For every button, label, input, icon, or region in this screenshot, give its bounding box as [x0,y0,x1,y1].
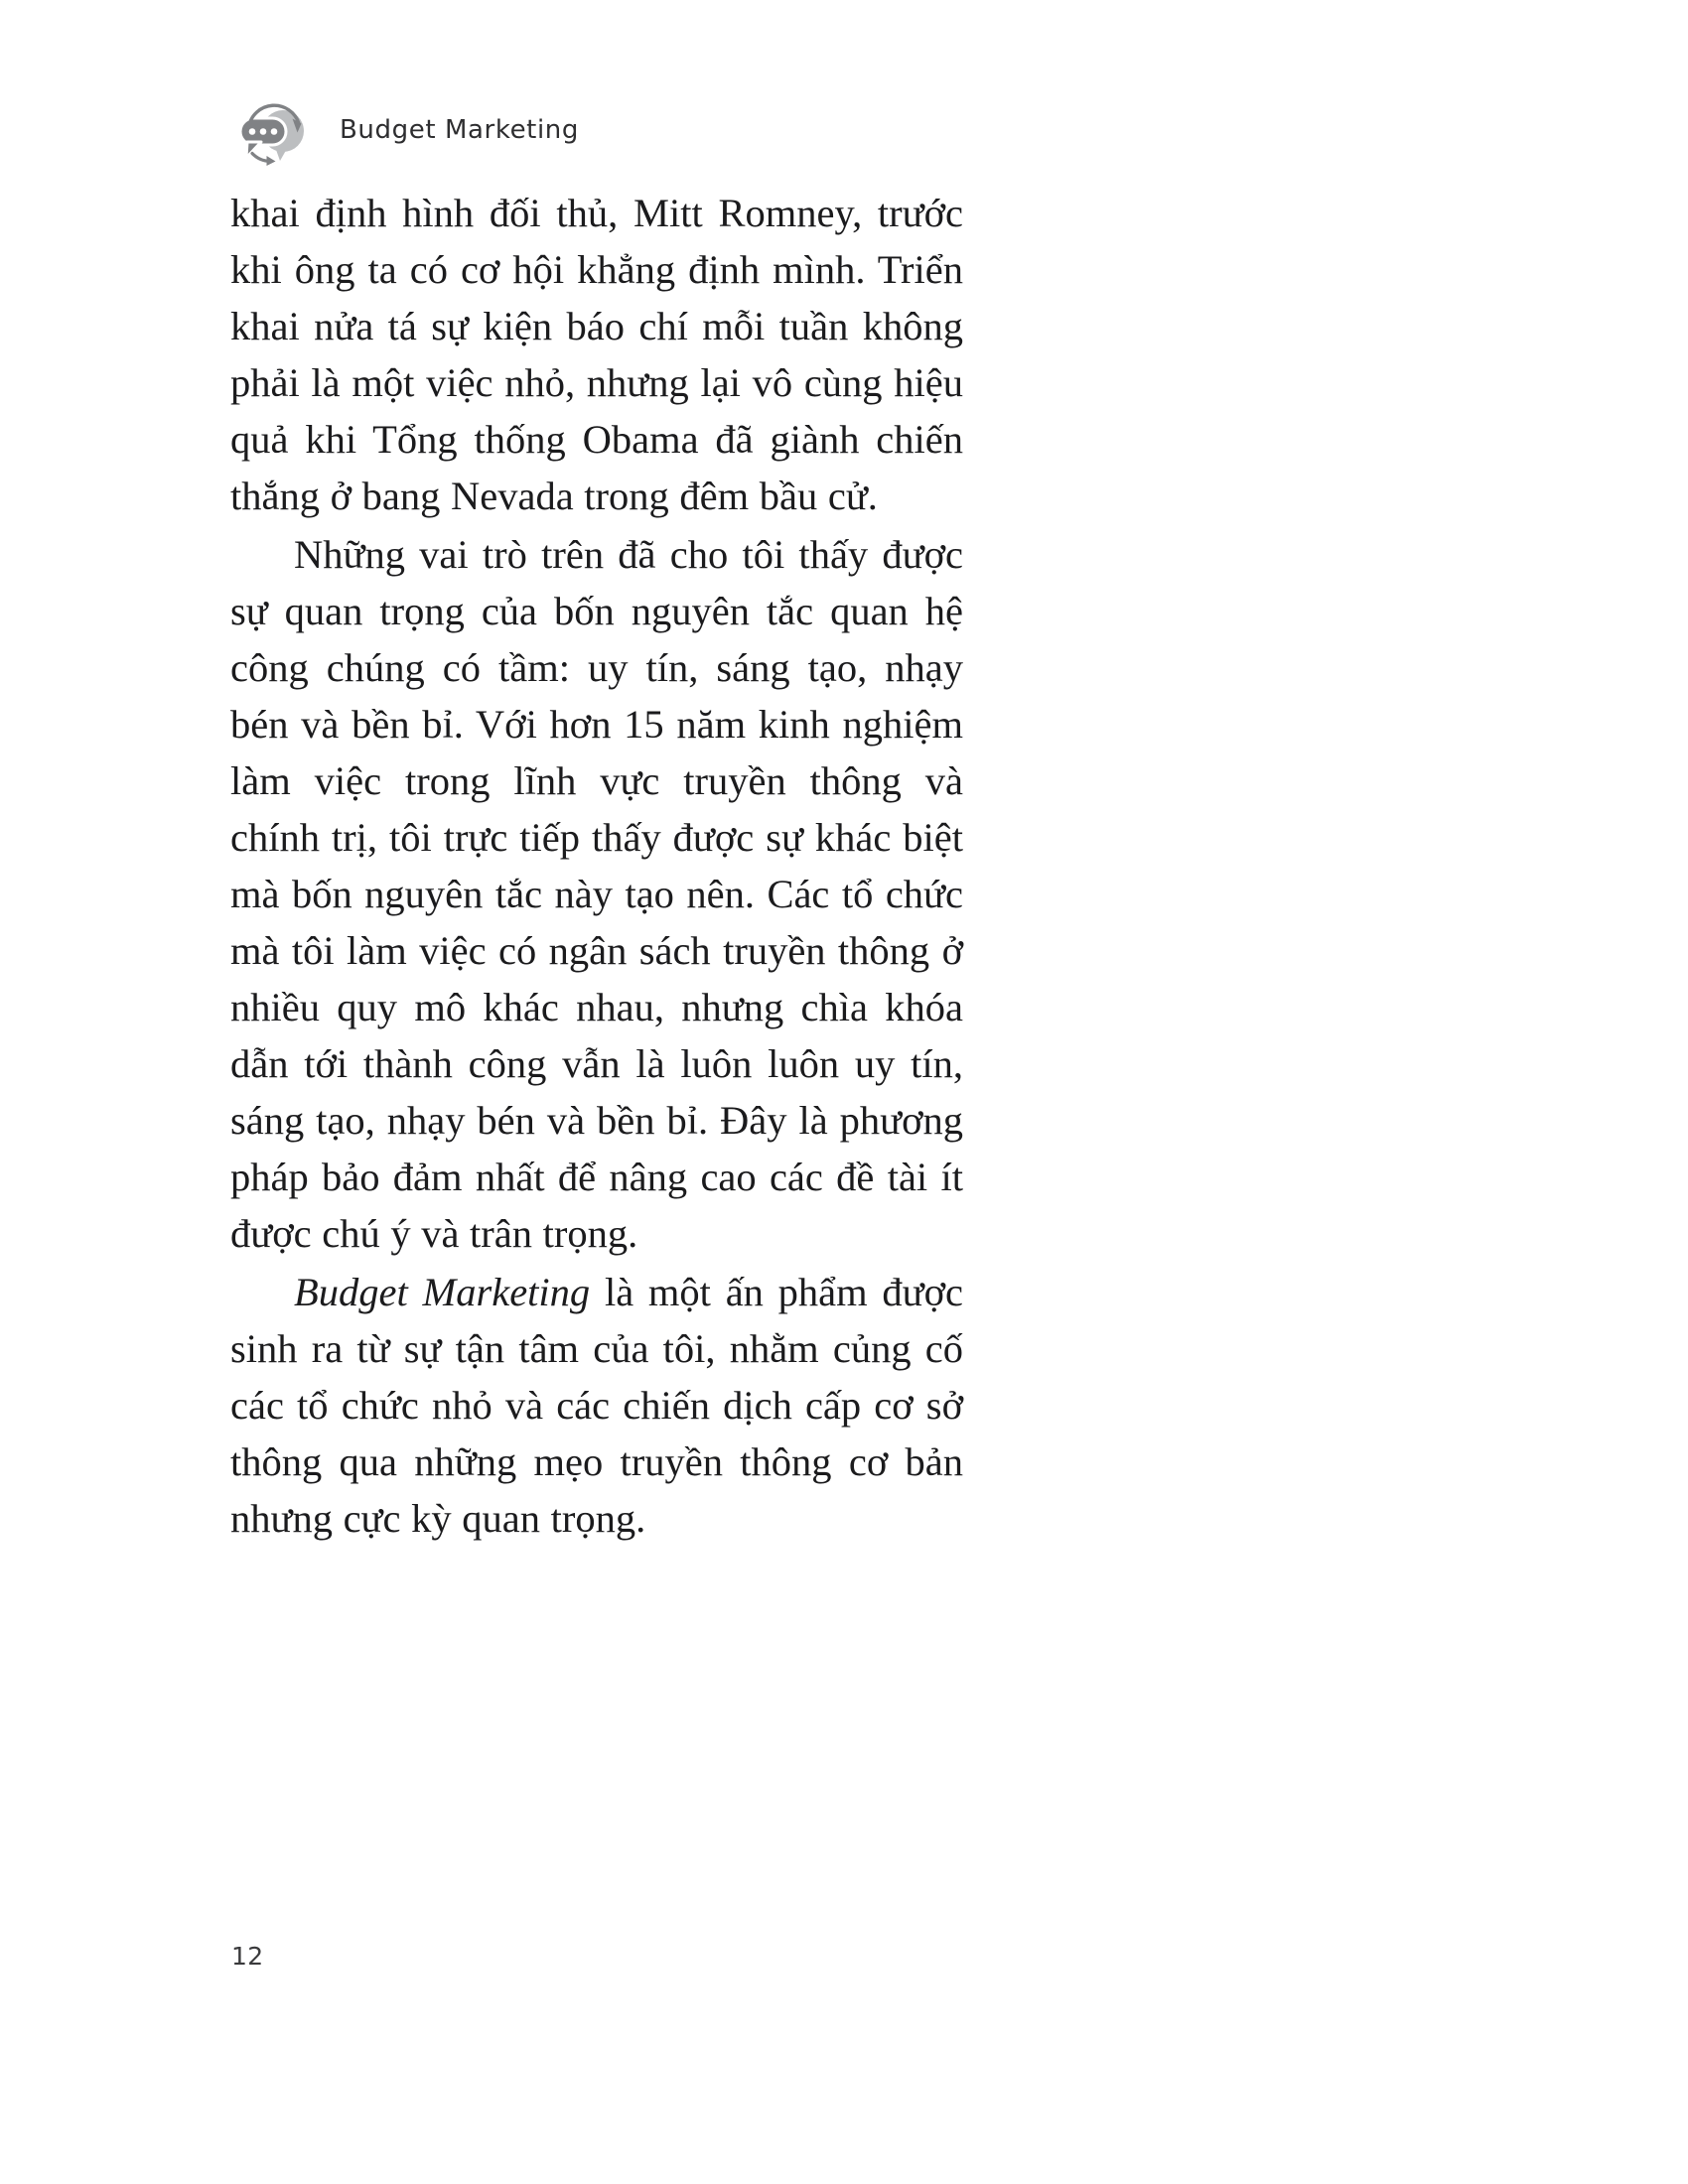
running-header [230,95,579,167]
brand-title: Budget Marketing [340,115,579,145]
book-title-italic: Budget Marketing [294,1270,591,1314]
body-text-column [230,185,963,1547]
chat-bubbles-refresh-icon [230,95,318,167]
paragraph-principles: Những vai trò trên đã cho tôi thấy được sự quan trọng của bốn nguyên tắc quan hệ công chúng có tầm: uy tín, sáng tạo, nhạy bén và bền bỉ. Với hơn 15 năm kinh nghiệm làm việc trong lĩnh vực truyền thông và chính trị, tôi trực tiếp thấy được sự khác biệt mà bốn nguyên tắc này tạo nên. Các tổ chức mà tôi làm việc có ngân sách truyền thông ở nhiều quy mô khác nhau, nhưng chìa khóa dẫn tới thành công vẫn là luôn luôn uy tín, sáng tạo, nhạy bén và bền bỉ. Đây là phương pháp bảo đảm nhất để nâng cao các đề tài ít được chú ý và trân trọng. [230,532,963,1256]
paragraph-continued: khai định hình đối thủ, Mitt Romney, trước khi ông ta có cơ hội khẳng định mình. Triển khai nửa tá sự kiện báo chí mỗi tuần không phải là một việc nhỏ, nhưng lại vô cùng hiệu quả khi Tổng thống Obama đã giành chiến thắng ở bang Nevada trong đêm bầu cử. [230,191,963,518]
page-number: 12 [231,1942,264,1971]
paragraph-book-intro-text: là một ấn phẩm được sinh ra từ sự tận tâm của tôi, nhằm củng cố các tổ chức nhỏ và các chiến dịch cấp cơ sở thông qua những mẹo truyền thông cơ bản nhưng cực kỳ quan trọng. [230,1270,964,1541]
paragraph-book-intro [230,1264,963,1547]
